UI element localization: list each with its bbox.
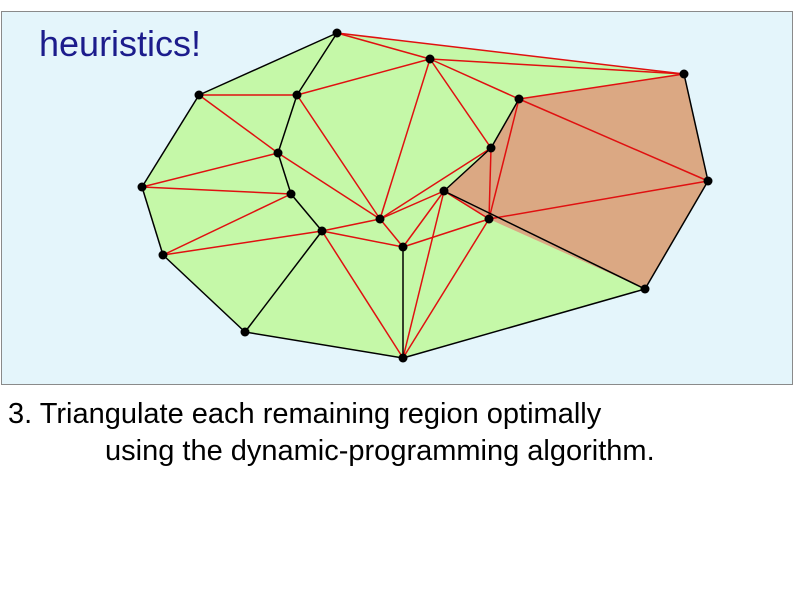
vertex bbox=[426, 55, 435, 64]
vertex bbox=[318, 227, 327, 236]
vertex bbox=[333, 29, 342, 38]
caption-line-1: 3. Triangulate each remaining region optimally bbox=[8, 398, 602, 430]
vertex bbox=[680, 70, 689, 79]
vertex bbox=[241, 328, 250, 337]
vertex bbox=[399, 243, 408, 252]
vertex bbox=[195, 91, 204, 100]
vertex bbox=[287, 190, 296, 199]
caption bbox=[8, 396, 655, 470]
vertex bbox=[399, 354, 408, 363]
vertex bbox=[641, 285, 650, 294]
slide-title: heuristics! bbox=[39, 23, 202, 64]
vertex bbox=[704, 177, 713, 186]
vertex bbox=[293, 91, 302, 100]
vertex bbox=[274, 149, 283, 158]
caption-line-2: using the dynamic-programming algorithm. bbox=[105, 435, 655, 467]
vertex bbox=[159, 251, 168, 260]
vertex bbox=[485, 215, 494, 224]
vertex bbox=[487, 144, 496, 153]
vertex bbox=[376, 215, 385, 224]
vertex bbox=[515, 95, 524, 104]
vertex bbox=[138, 183, 147, 192]
vertex bbox=[440, 187, 449, 196]
